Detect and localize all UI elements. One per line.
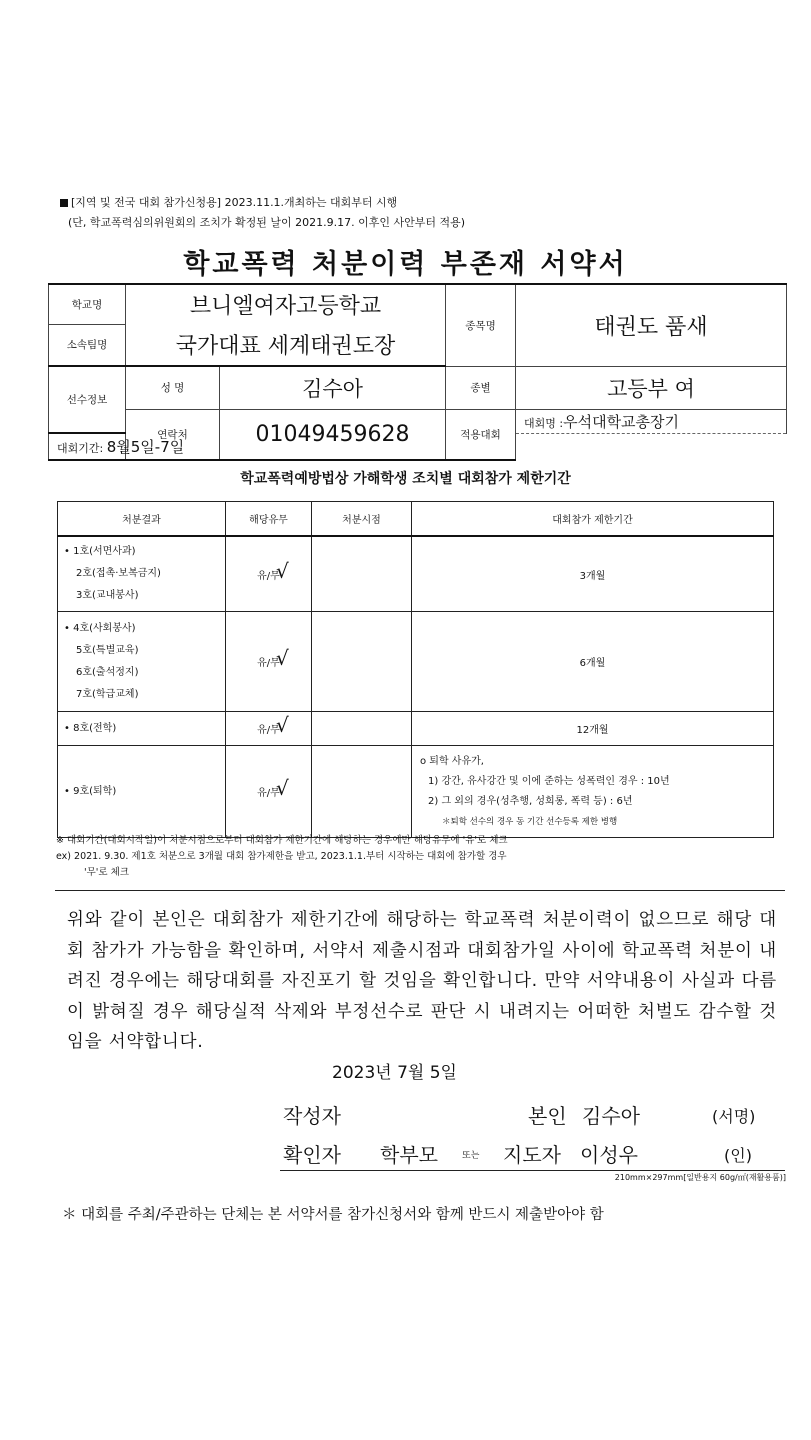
table-row xyxy=(58,536,774,612)
name-label: 성 명 xyxy=(126,366,220,409)
footnote xyxy=(56,833,508,881)
applicable-cell xyxy=(226,746,312,838)
writer-name: 김수아 xyxy=(582,1104,640,1128)
school-value: 브니엘여자고등학교 xyxy=(126,284,446,324)
check-mark-icon: √ xyxy=(276,646,289,670)
team-value: 국가대표 세계태권도장 xyxy=(126,324,446,366)
list-item: o 퇴학 사유가, xyxy=(420,755,484,767)
category-label: 종별 xyxy=(446,366,516,409)
disposition-items xyxy=(58,536,226,612)
coach-name: 이성우 xyxy=(580,1143,638,1167)
list-item: 6호(출석정지) xyxy=(76,666,139,678)
restriction-period: 6개월 xyxy=(412,612,774,712)
competition-period-value: 8월5일-7일 xyxy=(106,438,185,456)
check-mark-icon: √ xyxy=(276,558,289,583)
footnote-line-1: ※ 대회기간(대회시작일)이 처분시점으로부터 대회참가 제한기간에 해당하는 경우에만 해당유무에 '유'로 체크 xyxy=(56,835,508,846)
list-item: 3호(교내봉사) xyxy=(76,590,139,601)
document-title: 학교폭력 처분이력 부존재 서약서 xyxy=(183,249,628,280)
team-label: 소속팀명 xyxy=(49,324,126,366)
seal-mark: (인) xyxy=(724,1146,752,1165)
restriction-period: 3개월 xyxy=(412,536,774,612)
square-bullet-icon xyxy=(60,199,68,207)
header-applicable: 해당유무 xyxy=(226,502,312,537)
list-item: • 4호(사회봉사) xyxy=(64,622,136,634)
check-mark-icon: √ xyxy=(276,776,289,800)
restriction-period-expulsion xyxy=(412,746,774,838)
list-item: ＊퇴학 선수의 경우 동 기간 선수등록 제한 병행 xyxy=(442,816,618,827)
list-item: 2) 그 외의 경우(성추행, 성희롱, 폭력 등) : 6년 xyxy=(428,795,633,807)
notice xyxy=(60,193,465,233)
notice-line-1: [지역 및 전국 대회 참가신청용] 2023.11.1.개최하는 대회부터 시행 xyxy=(71,196,398,209)
table-row xyxy=(58,612,774,712)
check-mark-icon: √ xyxy=(276,713,289,737)
writer-label: 작성자 xyxy=(283,1104,341,1128)
header-time: 처분시점 xyxy=(312,502,412,537)
disposition-time-cell xyxy=(312,536,412,612)
applied-competition-label: 적용대회 xyxy=(446,409,516,460)
competition-name-label: 대회명 : xyxy=(524,416,564,430)
disposition-time-cell xyxy=(312,712,412,746)
disposition-time-cell xyxy=(312,612,412,712)
yes-no-option: 유/무 xyxy=(257,788,280,799)
disposition-items xyxy=(58,712,226,746)
competition-name-value: 우석대학교총장기 xyxy=(563,412,680,431)
list-item: 7호(학급교체) xyxy=(76,688,139,700)
list-item: • 9호(퇴학) xyxy=(64,785,117,797)
form-info: 210mm×297mm[일반용지 60g/㎡(재활용품)] xyxy=(614,1173,786,1182)
list-item: 1) 강간, 유사강간 및 이에 준하는 성폭력인 경우 : 10년 xyxy=(428,775,670,787)
parent-label: 학부모 xyxy=(380,1143,438,1167)
notice-line-2: (단, 학교폭력심의위원회의 조치가 확정된 날이 2021.9.17. 이후인 사안부터 적용) xyxy=(68,216,466,229)
header-restriction-period: 대회참가 제한기간 xyxy=(412,502,774,537)
list-item: • 1호(서면사과) xyxy=(64,546,136,557)
applicable-cell xyxy=(226,536,312,612)
player-info-table xyxy=(48,283,787,461)
yes-no-option: 유/무 xyxy=(257,570,280,582)
verifier-label: 확인자 xyxy=(283,1143,341,1167)
event-value: 태권도 품새 xyxy=(516,284,787,366)
yes-no-option: 유/무 xyxy=(257,658,280,669)
footnote-line-2: ex) 2021. 9.30. 제1호 처분으로 3개월 대회 참가제한을 받고, 2023.1.1.부터 시작하는 대회에 참가할 경우 xyxy=(56,851,507,862)
competition-period-label: 대회기간: xyxy=(57,442,104,455)
bottom-note: ＊ 대회를 주최/주관하는 단체는 본 서약서를 참가신청서와 함께 반드시 제출받아야 함 xyxy=(62,1207,604,1223)
disposition-items xyxy=(58,746,226,838)
list-item: • 8호(전학) xyxy=(64,722,117,734)
disciplinary-table xyxy=(57,501,774,838)
or-label: 또는 xyxy=(462,1151,480,1161)
restriction-period: 12개월 xyxy=(412,712,774,746)
player-info-label: 선수정보 xyxy=(49,366,126,433)
competition-name xyxy=(516,409,787,433)
footnote-line-3: '무'로 체크 xyxy=(84,867,129,878)
signature-mark: (서명) xyxy=(712,1107,756,1126)
applicable-cell xyxy=(226,612,312,712)
disposition-items xyxy=(58,612,226,712)
name-value: 김수아 xyxy=(220,366,446,409)
pledge-text: 위와 같이 본인은 대회참가 제한기간에 해당하는 학교폭력 처분이력이 없으므로 해당 대회 참가가 가능함을 확인하며, 서약서 제출시점과 대회참가일 사이에 학교폭력 처분이 내려진 경우에는 해당대회를 자진포기 할 것임을 확인합니다. 만약 서약내용이 사실과 다름이 밝혀질 경우 해당실적 삭제와 부정선수로 판단 시 내려지는 어떠한 처벌도 감수할 것임을 서약합니다. xyxy=(67,910,777,1052)
applicable-cell xyxy=(226,712,312,746)
header-result: 처분결과 xyxy=(58,502,226,537)
restriction-subtitle: 학교폭력예방법상 가해학생 조치별 대회참가 제한기간 xyxy=(240,471,571,487)
divider xyxy=(280,1170,785,1171)
contact-value: 01049459628 xyxy=(220,409,446,460)
yes-no-option: 유/무 xyxy=(257,725,280,736)
school-label: 학교명 xyxy=(49,284,126,324)
category-value: 고등부 여 xyxy=(516,366,787,409)
list-item: 5호(특별교육) xyxy=(76,644,139,656)
list-item: 2호(접촉·보복금지) xyxy=(76,568,161,579)
table-row xyxy=(58,746,774,838)
coach-label: 지도자 xyxy=(503,1143,561,1167)
self-label: 본인 xyxy=(528,1104,567,1128)
disposition-time-cell xyxy=(312,746,412,838)
contact-label: 연락처 xyxy=(126,409,220,460)
pledge-date: 2023년 7월 5일 xyxy=(332,1063,457,1083)
event-label: 종목명 xyxy=(446,284,516,366)
divider xyxy=(55,890,785,891)
table-row xyxy=(58,712,774,746)
